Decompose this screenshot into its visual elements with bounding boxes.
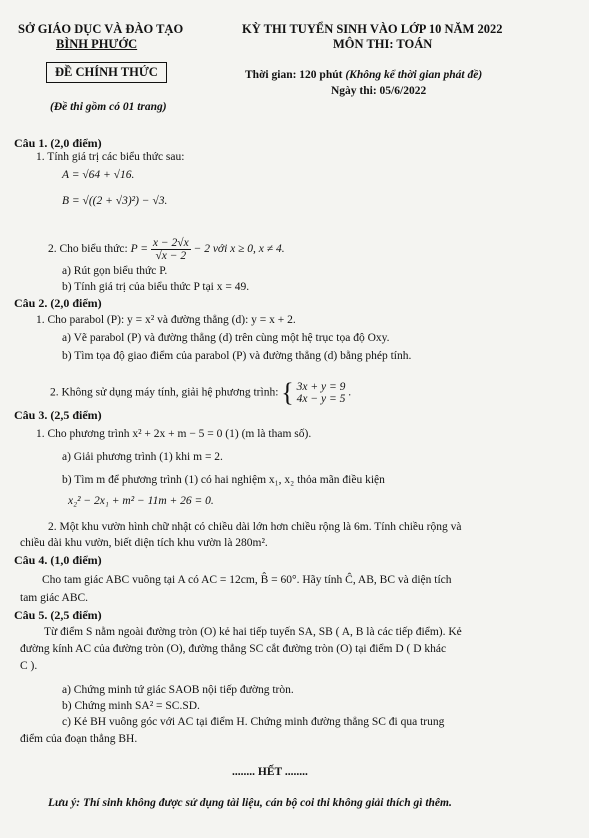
q3-part2-line2: chiều dài khu vườn, biết diện tích khu vườn là 280m².: [20, 537, 268, 549]
q1-b: b) Tính giá trị của biểu thức P tại x = 49.: [62, 281, 250, 293]
exam-time: [245, 69, 482, 81]
q3-part2-line1: 2. Một khu vườn hình chữ nhật có chiều dài lớn hơn chiều rộng là 6m. Tính chiều rộng và: [48, 521, 462, 533]
q5-line1: Từ điểm S nằm ngoài đường tròn (O) kẻ hai tiếp tuyến SA, SB ( A, B là các tiếp điểm). Kẻ: [44, 626, 462, 638]
q4-line1: Cho tam giác ABC vuông tại A có AC = 12cm, B̂ = 60°. Hãy tính Ĉ, AB, BC và diện tích: [42, 574, 452, 586]
q3-b-condition: x₂² − 2x₁ + m² − 11m + 26 = 0.: [68, 495, 214, 507]
equation-system: [297, 381, 346, 405]
q2-part2-text: 2. Không sử dụng máy tính, giải hệ phương trình:: [50, 386, 279, 399]
q3-title: Câu 3. (2,5 điểm): [14, 408, 102, 422]
q3-b: b) Tìm m để phương trình (1) có hai nghiệm x₁, x₂ thỏa mãn điều kiện: [62, 474, 385, 486]
q1-expr-b: B = √((2 + √3)²) − √3.: [62, 195, 168, 207]
exam-time-prefix: Thời gian: 120 phút: [245, 69, 343, 81]
province-name: BÌNH PHƯỚC: [56, 37, 138, 51]
official-exam-label: ĐỀ CHÍNH THỨC: [46, 62, 167, 83]
system-brace: {: [281, 378, 294, 407]
footer-note: Lưu ý: Thí sinh không được sử dụng tài liệu, cán bộ coi thi không giải thích gì thêm.: [48, 797, 452, 809]
q4-title: Câu 4. (1,0 điểm): [14, 553, 102, 567]
q2-title: Câu 2. (2,0 điểm): [14, 296, 102, 310]
system-period: .: [348, 386, 352, 399]
q1-title: Câu 1. (2,0 điểm): [14, 136, 102, 150]
q5-c-line1: c) Kẻ BH vuông góc với AC tại điểm H. Chứng minh đường thẳng SC đi qua trung: [62, 716, 445, 728]
q5-c-line2: điểm của đoạn thẳng BH.: [20, 733, 138, 745]
q4-line2: tam giác ABC.: [20, 592, 89, 604]
q1-a: a) Rút gọn biểu thức P.: [62, 265, 168, 277]
q1-part1: 1. Tính giá trị các biểu thức sau:: [36, 151, 185, 163]
subject-title: MÔN THI: TOÁN: [333, 37, 433, 51]
q2-part1: 1. Cho parabol (P): y = x² và đường thẳng (d): y = x + 2.: [36, 314, 296, 326]
q1-expr-a: A = √64 + √16.: [62, 169, 135, 181]
q2-b: b) Tìm tọa độ giao điểm của parabol (P) và đường thẳng (d) bằng phép tính.: [62, 350, 412, 362]
exam-date: Ngày thi: 05/6/2022: [331, 85, 427, 97]
q5-title: Câu 5. (2,5 điểm): [14, 608, 102, 622]
q1-part2-prefix: 2. Cho biểu thức:: [48, 243, 128, 256]
q3-part1: 1. Cho phương trình x² + 2x + m − 5 = 0 (1) (m là tham số).: [36, 428, 312, 440]
end-mark: ........ HẾT ........: [232, 766, 308, 778]
q1-fraction-denominator: √x − 2: [155, 250, 187, 262]
q1-part2-lhs: P =: [130, 243, 149, 256]
q1-fraction: [151, 237, 191, 262]
q1-fraction-numerator: x − 2√x: [152, 237, 189, 249]
q2-part2: [50, 380, 351, 406]
exam-title: KỲ THI TUYỂN SINH VÀO LỚP 10 NĂM 2022: [242, 22, 503, 36]
q2-a: a) Vẽ parabol (P) và đường thẳng (d) trên cùng một hệ trục tọa độ Oxy.: [62, 332, 390, 344]
exam-time-note: (Không kể thời gian phát đề): [345, 69, 483, 81]
q5-b: b) Chứng minh SA² = SC.SD.: [62, 700, 200, 712]
q1-part2-tail: − 2 với x ≥ 0, x ≠ 4.: [193, 243, 285, 256]
q1-part2: [48, 237, 285, 262]
system-eq2: 4x − y = 5: [296, 393, 346, 405]
department-name: SỞ GIÁO DỤC VÀ ĐÀO TẠO: [18, 22, 184, 36]
q5-line2: đường kính AC của đường tròn (O), đường thẳng SC cắt đường tròn (O) tại điểm D ( D khác: [20, 643, 447, 655]
system-eq1: 3x + y = 9: [296, 381, 346, 393]
q5-a: a) Chứng minh tứ giác SAOB nội tiếp đường tròn.: [62, 684, 294, 696]
q5-line3: C ).: [20, 660, 38, 672]
pages-note: (Đề thi gồm có 01 trang): [50, 101, 167, 113]
q3-a: a) Giải phương trình (1) khi m = 2.: [62, 451, 223, 463]
